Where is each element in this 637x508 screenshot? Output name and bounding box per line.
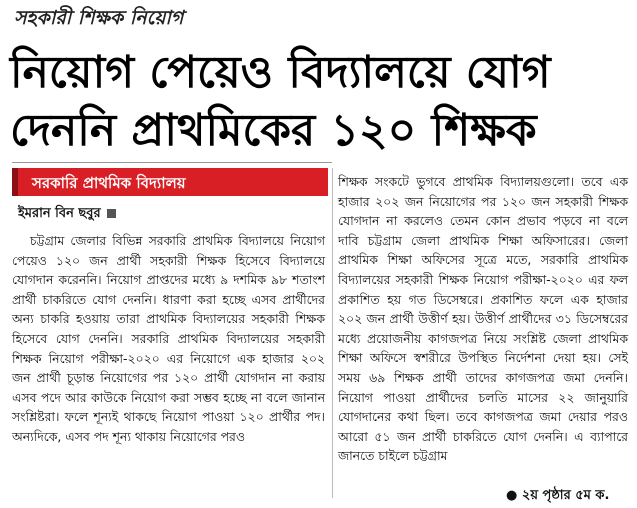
kicker: সহকারী শিক্ষক নিয়োগ [14, 7, 184, 29]
divider-rule [12, 162, 332, 163]
byline [18, 204, 116, 225]
section-label: সরকারি প্রাথমিক বিদ্যালয় [32, 174, 186, 192]
article-column-1 [12, 231, 325, 447]
square-bullet-icon [107, 209, 116, 218]
author-name: ইমরান বিন ছবুর [18, 206, 101, 221]
column-2-paragraph: শিক্ষক সংকটে ভুগবে প্রাথমিক বিদ্যালয়গুলো। তবে এক হাজার ২০২ জন নিয়োগের পর ১২০ জন সহকারী শিক্ষক যোগদান না করলেও তেমন কোন প্রভাব পড়বে না বলে দাবি চট্টগ্রাম জেলা প্রাথমিক শিক্ষা অফিসারের। জেলা প্রাথমিক শিক্ষা অফিসের সূত্রে মতে, সরকারি প্রাথমিক বিদ্যালয়ের সহকারী শিক্ষক নিয়োগ পরীক্ষা-২০২০ এর ফল প্রকাশিত হয় গত ডিসেম্বরে। প্রকাশিত ফলে এক হাজার ২০২ জন প্রার্থী উত্তীর্ণ হয়। উত্তীর্ণ প্রার্থীদের ৩১ ডিসেম্বরের মধ্যে প্রয়োজনীয় কাগজপত্র নিয়ে সংশ্লিষ্ট জেলা প্রাথমিক শিক্ষা অফিসে স্বশরীরে উপস্থিত নির্দেশনা দেয়া হয়। সেই সময় ৬৯ শিক্ষক প্রার্থী তাদের কাগজপত্র জমা দেননি। নিয়োগ পাওয়া প্রার্থীদের চলতি মাসের ২২ জানুয়ারি যোগদানের কথা ছিল। তবে কাগজপত্র জমা দেয়ার পরও আরো ৫১ জন প্রার্থী চাকরিতে যোগ দেননি। এ ব্যাপারে জানতে চাইলে চট্টগ্রাম [338, 174, 628, 464]
continued-on-page: ● ২য় পৃষ্ঠার ৫ম ক. [506, 488, 610, 503]
headline-line-2: দেননি প্রাথমিকের ১২০ শিক্ষক [10, 105, 537, 156]
section-label-bar [12, 168, 328, 196]
column-1-paragraph: চট্টগ্রাম জেলার বিভিন্ন সরকারি প্রাথমিক বিদ্যালয়ে নিয়োগ পেয়েও ১২০ জন প্রার্থী সহকারী শিক্ষক হিসেবে বিদ্যালয়ে যোগদান করেননি। নিয়োগ প্রাপ্তদের মধ্যে ৯ দশমিক ৯৮ শতাংশ প্রার্থী চাকরিতে যোগ দেননি। ধারণা করা হচ্ছে এসব প্রার্থীদের অন্য চাকরি হওয়ায় তারা প্রাথমিক বিদ্যালয়ের সহকারী শিক্ষক হিসেবে যোগ দেননি। সরকারি প্রাথমিক বিদ্যালয়ের সহকারী শিক্ষক নিয়োগ পরীক্ষা-২০২০ এর নিয়োগে এক হাজার ২০২ জন প্রার্থী চূড়ান্ত নিয়োগের পর ১২০ প্রার্থী যোগদান না করায় এসব পদে আর কাউকে নিয়োগ করা সম্ভব হচ্ছে না বলে জানান সংশ্লিষ্টরা। ফলে শূন্যই থাকছে নিয়োগ পাওয়া ১২০ প্রার্থীর পদ। অন্যদিকে, এসব পদ শূন্য থাকায় নিয়োগের পরও [12, 233, 325, 444]
article-column-2 [338, 172, 628, 466]
headline-line-1: নিয়োগ পেয়েও বিদ্যালয়ে যোগ [10, 47, 551, 98]
headline [10, 44, 630, 160]
column-divider [332, 168, 333, 498]
